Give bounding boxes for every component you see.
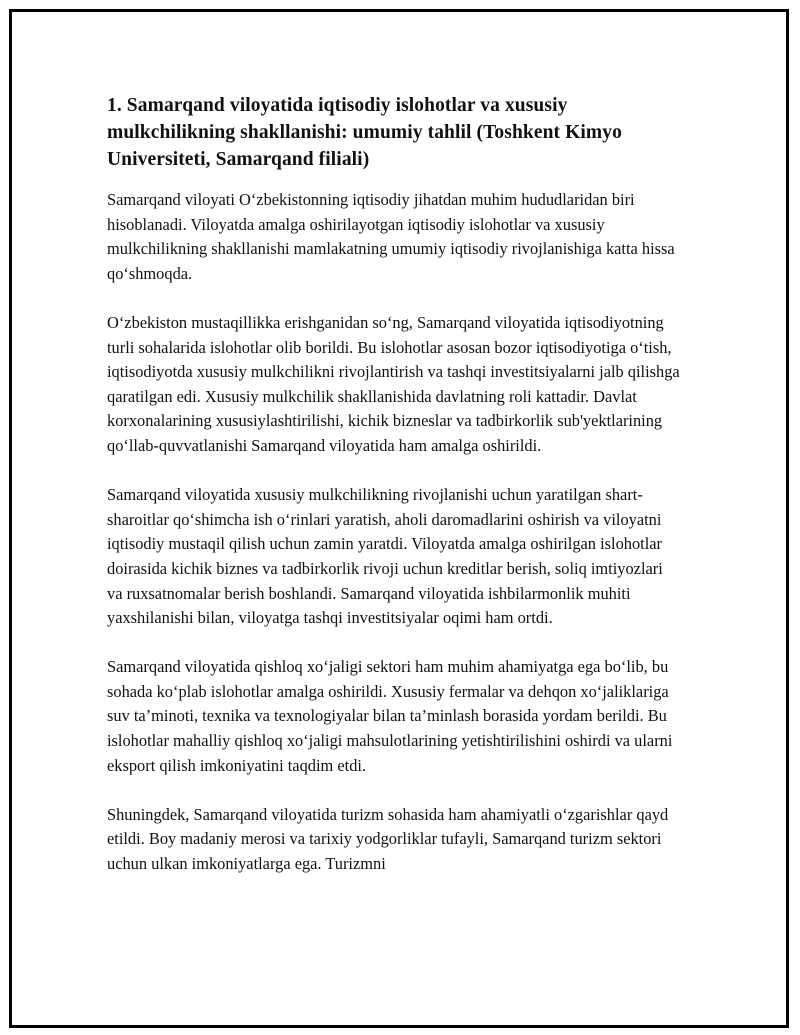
paragraph-agriculture: Samarqand viloyatida qishloq xo‘jaligi sektori ham muhim ahamiyatga ega bo‘lib, bu sohada ko‘plab islohotlar amalga oshirildi. Xususiy fermalar va dehqon xo‘jaliklariga suv ta’minoti, texnika va texnologiyalar bilan ta’minlash borasida yordam berildi. Bu islohotlar mahalliy qishloq xo‘jaligi mahsulotlarining yetishtirilishini oshirdi va ularni eksport qilish imkoniyatini taqdim etdi. [107, 657, 673, 775]
paragraph-private-ownership-conditions: Samarqand viloyatida xususiy mulkchilikning rivojlanishi uchun yaratilgan shart-sharoitlar qo‘shimcha ish o‘rinlari yaratish, aholi daromadlarini oshirish va viloyatni iqtisodiy mustaqil qilish uchun zamin yaratdi. Viloyatda amalga oshirilgan islohotlar doirasida kichik biznes va tadbirkorlik rivoji uchun kreditlar berish, soliq imtiyozlari va ruxsatnomalar berish boshlandi. Samarqand viloyatida ishbilarmonlik muhiti yaxshilanishi bilan, viloyatga tashqi investitsiyalar oqimi ham ortdi. [107, 485, 663, 628]
paragraph-intro: Samarqand viloyati O‘zbekistonning iqtisodiy jihatdan muhim hududlaridan biri hisoblanadi. Viloyatda amalga oshirilayotgan iqtisodiy islohotlar va xususiy mulkchilikning shakllanishi mamlakatning umumiy iqtisodiy rivojlanishiga katta hissa qo‘shmoqda. [107, 190, 675, 283]
paragraph-independence-reforms: O‘zbekiston mustaqillikka erishganidan so‘ng, Samarqand viloyatida iqtisodiyotning turli sohalarida islohotlar olib borildi. Bu islohotlar asosan bozor iqtisodiyotiga o‘tish, iqtisodiyotda xususiy mulkchilikni rivojlantirish va tashqi investitsiyalarni jalb qilishga qaratilgan edi. Xususiy mulkchilik shakllanishida davlatning roli kattadir. Davlat korxonalarining xususiylashtirilishi, kichik bizneslar va tadbirkorlik sub'yektlarining qo‘llab-quvvatlanishi Samarqand viloyatida ham amalga oshirildi. [107, 312, 680, 455]
paragraph-tourism: Shuningdek, Samarqand viloyatida turizm sohasida ham ahamiyatli o‘zgarishlar qayd etildi. Boy madaniy merosi va tarixiy yodgorliklar tufayli, Samarqand turizm sektori uchun ulkan imkoniyatlarga ega. Turizmni [107, 804, 669, 874]
document-body [107, 84, 682, 901]
document-title: 1. Samarqand viloyatida iqtisodiy islohotlar va xususiy mulkchilikning shakllanishi: umumiy tahlil (Toshkent Kimyo Universiteti, Samarqand filiali) [107, 95, 622, 170]
